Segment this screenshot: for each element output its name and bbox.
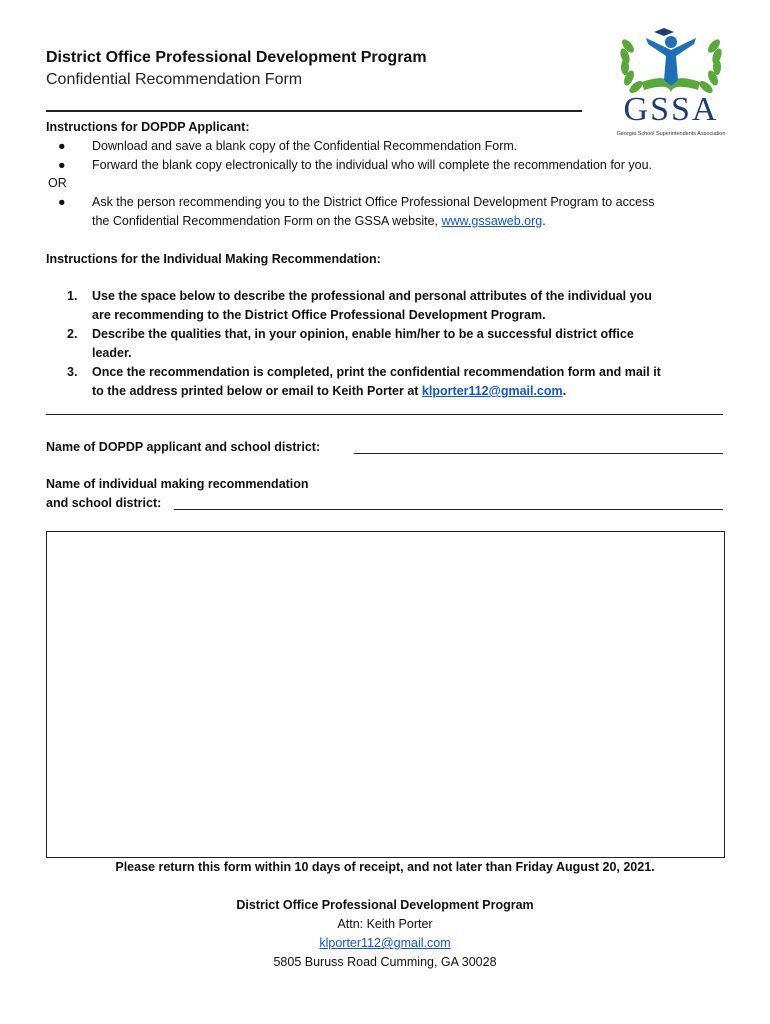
applicant-name-field[interactable]	[354, 453, 723, 454]
list-item	[0, 287, 770, 325]
header-divider	[46, 110, 582, 112]
list-item-text: Use the space below to describe the professional and personal attributes of the individual you	[92, 289, 652, 303]
list-item	[0, 325, 770, 363]
gssa-logo-graphic	[598, 20, 744, 138]
page-subtitle: Confidential Recommendation Form	[46, 71, 303, 88]
list-number: 2.	[67, 327, 78, 341]
footer-email-link[interactable]: klporter112@gmail.com	[319, 936, 451, 950]
logo-wordmark: GSSA	[623, 91, 719, 128]
section-divider	[46, 414, 723, 415]
list-item-text-line2	[92, 382, 732, 401]
recommender-instructions-heading: Instructions for the Individual Making Recommendation:	[46, 252, 381, 266]
mailing-address: 5805 Buruss Road Cumming, GA 30028	[273, 955, 497, 969]
list-item-text: Forward the blank copy electronically to the individual who will complete the recommendation for you.	[92, 158, 653, 172]
list-number: 1.	[67, 289, 78, 303]
return-notice: Please return this form within 10 days of receipt, and not later than Friday August 20, 2021.	[115, 860, 655, 874]
applicant-field-label: Name of DOPDP applicant and school district:	[46, 440, 321, 454]
text-fragment: to the address printed below or email to Keith Porter at	[92, 384, 422, 398]
list-item	[0, 156, 770, 175]
list-item-text: Once the recommendation is completed, print the confidential recommendation form and mail it	[92, 365, 661, 379]
bullet-icon: ●	[58, 139, 66, 153]
recommender-field-label-line2: and school district:	[46, 496, 162, 510]
recommendation-text-area[interactable]	[46, 531, 725, 858]
list-item-text-line2	[92, 212, 546, 231]
list-item	[0, 137, 770, 156]
list-number: 3.	[67, 365, 78, 379]
bullet-icon: ●	[58, 158, 66, 172]
text-fragment: the Confidential Recommendation Form on the GSSA website,	[92, 214, 442, 228]
or-label: OR	[48, 176, 67, 190]
recommender-name-field[interactable]	[174, 509, 723, 510]
program-name: District Office Professional Development Program	[236, 898, 534, 912]
text-fragment: .	[542, 214, 546, 228]
applicant-instructions-heading: Instructions for DOPDP Applicant:	[46, 120, 250, 134]
list-item	[0, 363, 770, 401]
page-title: District Office Professional Development Program	[46, 49, 427, 66]
list-item-text: Ask the person recommending you to the District Office Professional Development Program to access	[92, 195, 655, 209]
recommender-field-label: Name of individual making recommendation	[46, 477, 309, 491]
attention-line: Attn: Keith Porter	[337, 917, 433, 931]
footer-email	[0, 934, 770, 953]
logo-tagline: Georgia School Superintendents Association	[616, 131, 726, 137]
text-fragment: .	[562, 384, 567, 398]
list-item-text-line2: leader.	[92, 346, 132, 360]
website-link[interactable]: www.gssaweb.org	[441, 214, 543, 228]
bullet-icon: ●	[58, 195, 66, 209]
list-item	[0, 193, 770, 233]
gssa-logo	[598, 20, 744, 138]
list-item-text: Download and save a blank copy of the Confidential Recommendation Form.	[92, 139, 518, 153]
list-item-text: Describe the qualities that, in your opinion, enable him/her to be a successful district office	[92, 327, 634, 341]
list-item-text-line2: are recommending to the District Office Professional Development Program.	[92, 308, 546, 322]
email-link[interactable]: klporter112@gmail.com	[421, 384, 563, 398]
